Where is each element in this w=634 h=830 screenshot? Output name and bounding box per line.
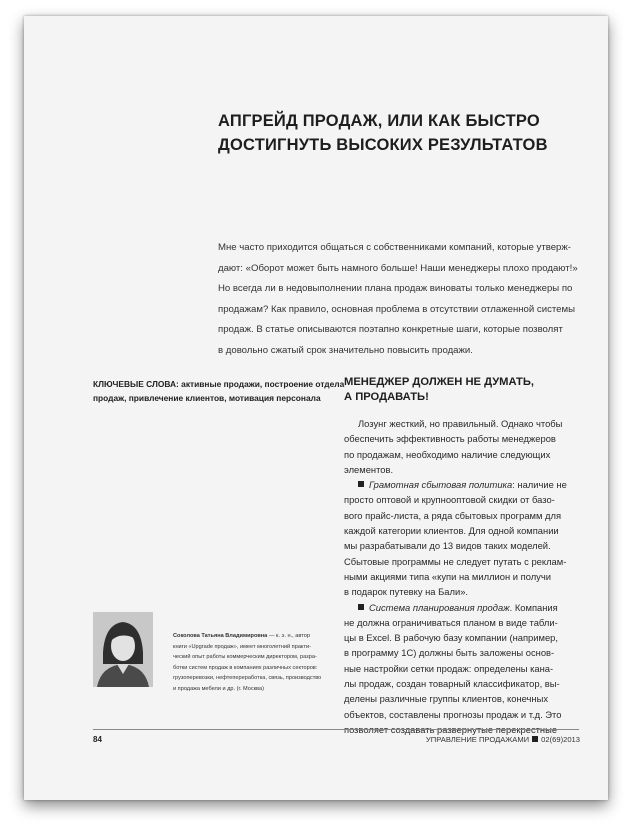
bio-line: ботки систем продаж в компаниях различных секторов: — [173, 664, 318, 671]
keywords-block — [93, 377, 345, 405]
bio-line — [173, 631, 333, 642]
body-line: в подарок путевку на Бали». — [344, 586, 469, 598]
body-line: вого прайс-листа, а ряда сбытовых программ для — [344, 509, 562, 521]
body-line: каждой категории клиентов. Для одной компании — [344, 525, 559, 537]
article-lead — [218, 238, 598, 361]
page-number: 84 — [93, 735, 102, 744]
bio-line: и продажа мебели и др. (г. Москва) — [173, 685, 264, 692]
term-italic: Система планирования продаж — [369, 601, 510, 613]
lead-line: продаж. В статье описываются поэтапно конкретные шаги, которые позволят — [218, 324, 563, 335]
section-heading — [344, 375, 594, 405]
body-line: элементов. — [344, 463, 394, 475]
author-portrait-icon — [93, 612, 153, 687]
footer-magazine-info — [426, 735, 580, 744]
body-line: Лозунг жесткий, но правильный. Однако чтобы — [358, 418, 563, 429]
body-line: делены различные группы клиентов, конечных — [344, 693, 549, 705]
body-line: цы в Excel. В рабочую базу компании (например, — [344, 632, 558, 644]
bio-fragment: — к. э. н., автор — [267, 633, 310, 639]
article-title — [218, 109, 598, 157]
bio-line: ческий опыт работы коммерческим директором, разра- — [173, 654, 317, 660]
term-italic: Грамотная сбытовая политика — [369, 479, 513, 491]
section-heading-line: МЕНЕДЖЕР ДОЛЖЕН НЕ ДУМАТЬ, — [344, 376, 534, 388]
footer-divider — [93, 729, 579, 730]
body-line: ные настройки сетки продаж: определены кана- — [344, 662, 554, 674]
lead-line: продажам? Как правило, основная проблема в отсутствии отлаженной системы — [218, 303, 575, 315]
body-line: в программу 1С) должны быть заложены основ- — [344, 647, 555, 659]
author-name: Соколова Татьяна Владимировна — [173, 633, 268, 639]
body-line: объектов, составлены прогнозы продаж и т.д. Это — [344, 708, 562, 720]
body-line: Сбытовые программы не следует путать с реклам- — [344, 555, 567, 567]
body-line: не должна ограничиваться планом в виде табли- — [344, 616, 558, 628]
body-line — [344, 600, 594, 615]
body-line: по продажам, необходимо наличие следующих — [344, 448, 551, 460]
bullet-square-icon — [358, 481, 364, 487]
title-line: АПГРЕЙД ПРОДАЖ, ИЛИ КАК БЫСТРО — [218, 112, 540, 130]
body-line: ными акциями типа «купи на миллион и получи — [344, 570, 551, 582]
body-line: просто оптовой и крупнооптовой скидки от базо- — [344, 494, 555, 506]
body-line: обеспечить эффективность работы менеджеров — [344, 433, 556, 445]
lead-line: дают: «Оборот может быть намного больше! Наши менеджеры плохо продают!» — [218, 262, 578, 274]
article-body — [344, 416, 594, 737]
keywords-line: продаж, привлечение клиентов, мотивация персонала — [93, 393, 321, 403]
lead-line: Но всегда ли в недовыполнении плана продаж виноваты только менеджеры по — [218, 283, 573, 294]
title-line: ДОСТИГНУТЬ ВЫСОКИХ РЕЗУЛЬТАТОВ — [218, 136, 548, 154]
bio-line: грузоперевозки, нефтепереработка, связь, производство — [173, 675, 322, 681]
body-line: лы продаж, создан товарный классификатор, вы- — [344, 678, 560, 690]
bullet-square-icon — [358, 604, 364, 610]
lead-line: Мне часто приходится общаться с собственниками компаний, которые утверж- — [218, 242, 571, 253]
lead-line: в довольно сжатый срок значительно повысить продажи. — [218, 344, 473, 356]
body-line — [344, 477, 594, 492]
bio-line: книги «Upgrade продаж», имеет многолетний практи- — [173, 643, 311, 650]
author-photo — [93, 612, 153, 687]
author-bio — [173, 631, 333, 694]
body-fragment: . Компания — [509, 601, 558, 613]
separator-square-icon — [532, 736, 538, 742]
issue-number: 02(69)2013 — [541, 735, 580, 744]
magazine-name: УПРАВЛЕНИЕ ПРОДАЖАМИ — [425, 735, 530, 744]
section-heading-line: А ПРОДАВАТЬ! — [344, 391, 429, 403]
keywords-line: КЛЮЧЕВЫЕ СЛОВА: активные продажи, построение отдела — [93, 379, 345, 389]
body-fragment: : наличие не — [512, 479, 567, 491]
body-line: мы разрабатывали до 13 видов таких моделей. — [344, 540, 551, 552]
